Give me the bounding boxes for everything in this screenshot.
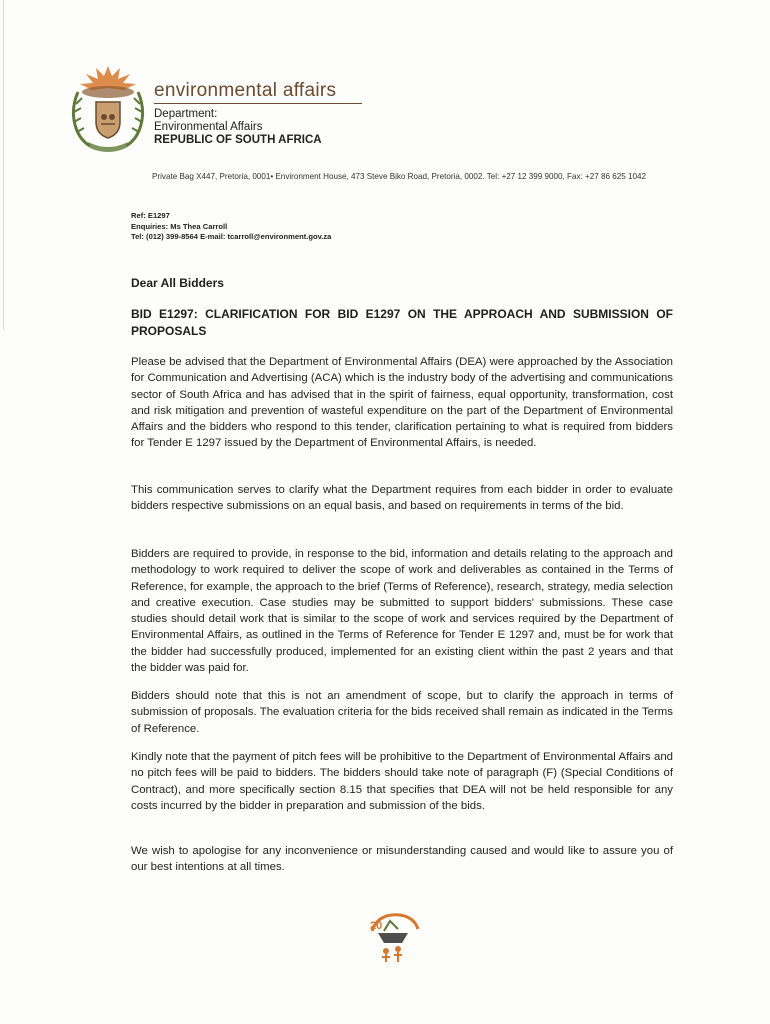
paragraph: Bidders are required to provide, in response to the bid, information and details relating to the approach and methodology to work required to deliver the scope of work and deliverables as contained in the Terms of Reference, for example, the approach to the brief (Terms of Reference), research, strategy, media selection and creative execution. Case studies may be submitted to support bidders' submissions. These case studies should detail work that is similar to the scope of work and services required by the Department of Environmental Affairs, as outlined in the Terms of Reference for Tender E 1297 and, must be for work that the bidder had successfully produced, implemented for an existing client within the past 2 years and that the bidder was paid for. [131, 548, 673, 675]
enquiries-contact: Enquiries: Ms Thea Carroll [131, 221, 228, 231]
reference-block [131, 211, 331, 243]
paragraph: Kindly note that the payment of pitch fees will be prohibitive to the Department of Environmental Affairs and no pitch fees will be paid to bidders. The bidders should take note of paragraph (F) (Special Conditions of Contract), and more specifically section 8.15 that specifies that DEA will not be held responsible for any costs incurred by the bidder in preparation and submission of the bids. [131, 751, 673, 812]
salutation: Dear All Bidders [131, 276, 224, 290]
paragraph: Please be advised that the Department of Environmental Affairs (DEA) were approached by the Association for Communication and Advertising (ACA) which is the industry body of the advertising and communications sector of South Africa and has advised that in the spirit of fairness, equal opportunity, transformation, cost and risk mitigation and prevention of wasteful expenditure on the part of the Department of Environmental Affairs and the bidders who respond to this tender, clarification pertaining to what is required from bidders for Tender E 1297 issued by the Department of Environmental Affairs, is needed. [131, 356, 673, 450]
contact-address: Private Bag X447, Pretoria, 0001• Environment House, 473 Steve Biko Road, Pretoria, 0002. Tel: +27 12 399 9000, Fax: +27 86 625 1042 [152, 172, 647, 181]
paragraph: This communication serves to clarify what the Department requires from each bidder in order to evaluate bidders respective submissions on an equal basis, and based on requirements in terms of the bid. [131, 484, 673, 513]
paragraph: We wish to apologise for any inconvenience or misunderstanding caused and would like to assure you of our best intentions at all times. [131, 845, 673, 874]
country-name: REPUBLIC OF SOUTH AFRICA [154, 134, 322, 146]
department-branding [154, 80, 384, 147]
phone-email: Tel: (012) 399-8564 E-mail: tcarroll@environment.gov.za [131, 232, 332, 241]
department-name: Environmental Affairs [154, 121, 263, 133]
svg-text:20: 20 [370, 920, 383, 932]
department-label: Department: [154, 108, 218, 120]
twenty-years-freedom-logo [364, 907, 422, 965]
wordmark-underline [154, 103, 362, 104]
letter-subject: BID E1297: CLARIFICATION FOR BID E1297 ON THE APPROACH AND SUBMISSION OF PROPOSALS [131, 307, 673, 338]
paragraph: Bidders should note that this is not an amendment of scope, but to clarify the approach in terms of submission of proposals. The evaluation criteria for the bids received shall remain as indicated in the Terms of Reference. [131, 690, 673, 735]
page-edge-line [3, 0, 4, 330]
reference-number: Ref: E1297 [131, 211, 170, 220]
wordmark: environmental affairs [154, 80, 337, 101]
coat-of-arms-logo [68, 62, 148, 154]
